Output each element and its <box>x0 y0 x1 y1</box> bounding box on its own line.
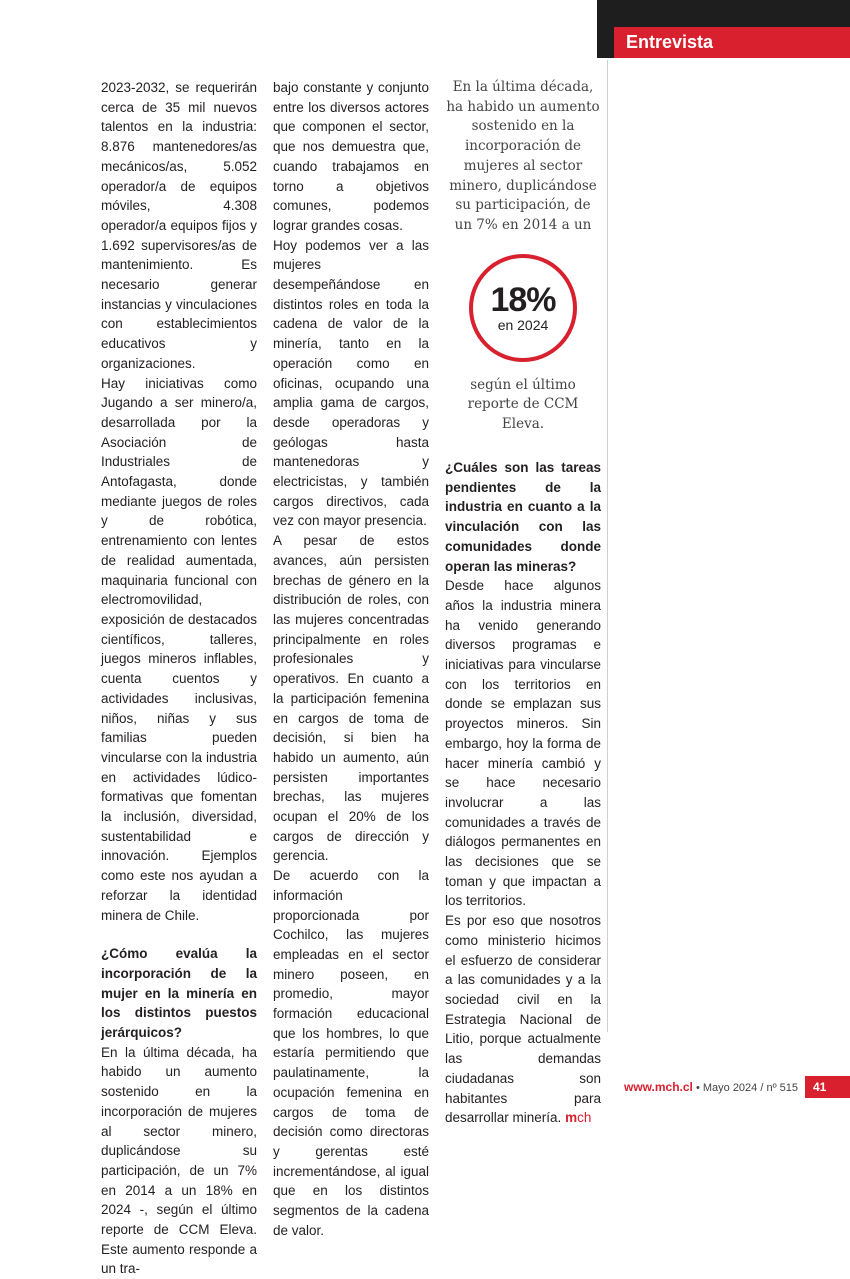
paragraph-text: Es por eso que nosotros como ministerio hicimos el esfuerzo de considerar a las comunidades y a la sociedad civil en la Estrategia Nacional de Litio, porque actualmente las demandas ciudadanas son habitantes para desarrollar minería. <box>445 913 601 1126</box>
page-footer <box>560 1076 798 1098</box>
column-divider <box>607 60 608 1032</box>
pull-quote-source: según el último reporte de CCM Eleva. <box>467 376 579 433</box>
interview-question: ¿Cuáles son las tareas pendientes de la industria en cuanto a la vinculación con las comunidades donde operan las mineras? <box>445 460 601 574</box>
page-number: 41 <box>805 1076 850 1098</box>
article-column-2 <box>273 78 429 1240</box>
end-mark-light: ch <box>577 1110 592 1126</box>
paragraph: bajo constante y conjunto entre los diversos actores que componen el sector, que nos demuestra que, cuando trabajamos en torno a objetivos comunes, podemos lograr grandes cosas. <box>273 80 429 233</box>
issue-info: • Mayo 2024 / nº 515 <box>695 1082 798 1094</box>
paragraph: Hay iniciativas como Jugando a ser minero/a, desarrollada por la Asociación de Industriales de Antofagasta, donde mediante juegos de roles y de robótica, entrenamiento con lentes de realidad aumentada, maquinaria funcional con electromovilidad, exposición de destacados científicos, talleres, juegos mineros inflables, cuenta cuentos y actividades inclusivas, niños, niñas y sus familias pueden vincularse con la industria en actividades lúdico-formativas que fomentan la inclusión, diversidad, sustentabilidad e innovación. Ejemplos como este nos ayudan a reforzar la identidad minera de Chile. <box>101 375 257 923</box>
pull-quote <box>445 78 601 435</box>
paragraph: En la última década, ha habido un aumento sostenido en la incorporación de mujeres al sector minero, duplicándose su participación, de un 7% en 2014 a un 18% en 2024 -, según el último reporte de CCM Eleva. Este aumento responde a un tra- <box>101 1044 257 1277</box>
stat-value: 18% <box>490 280 556 319</box>
site-link[interactable]: www.mch.cl <box>623 1080 693 1094</box>
interview-question: ¿Cómo evalúa la incorporación de la mujer en la minería en los distintos puestos jerárquicos? <box>101 946 257 1041</box>
article-column-1 <box>101 78 257 1279</box>
stat-badge <box>469 254 577 362</box>
article-column-3 <box>445 458 601 1128</box>
paragraph: A pesar de estos avances, aún persisten brechas de género en la distribución de roles, con las mujeres concentradas principalmente en roles profesionales y operativos. En cuanto a la participación femenina en cargos de toma de decisión, si bien ha habido un aumento, aún persisten importantes brechas, las mujeres ocupan el 20% de los cargos de dirección y gerencia. <box>273 533 429 864</box>
end-mark-bold: m <box>565 1110 578 1126</box>
paragraph: Desde hace algunos años la industria minera ha venido generando diversos programas e iniciativas para vincularse con los territorios en donde se emplazan sus proyectos mineros. Sin embargo, hoy la forma de hacer minería cambió y se hace necesario involucrar a las comunidades a través de diálogos permanentes en las decisiones que se toman y que impactan a los territorios. <box>445 578 601 909</box>
section-header <box>597 0 850 58</box>
stat-label: en 2024 <box>497 316 549 333</box>
section-label: Entrevista <box>614 27 850 58</box>
paragraph: 2023-2032, se requerirán cerca de 35 mil nuevos talentos en la industria: 8.876 mantenedores/as mecánicos/as, 5.052 operador/a de equipos móviles, 4.308 operador/a equipos fijos y 1.692 supervisores/as de mantenimiento. Es necesario generar instancias y vinculaciones con establecimientos educativos y organizaciones. <box>101 80 257 371</box>
paragraph: De acuerdo con la información proporcionada por Cochilco, las mujeres empleadas en el sector minero poseen, en promedio, mayor formación educacional que los hombres, lo que estaría permitiendo que paulatinamente, la ocupación femenina en cargos de toma de decisión como directoras y gerentas esté incrementándose, al igual que en los distintos segmentos de la cadena de valor. <box>273 868 429 1238</box>
pull-quote-text: En la última década, ha habido un aumento sostenido en la incorporación de mujeres al sector minero, duplicándose su participación, de un 7% en 2014 a un <box>446 79 600 233</box>
paragraph: Hoy podemos ver a las mujeres desempeñándose en distintos roles en toda la cadena de valor de la minería, tanto en la operación como en oficinas, ocupando una amplia gama de cargos, desde operadoras y geólogas hasta mantenedoras y electricistas, y también cargos directivos, cada vez con mayor presencia. <box>273 237 429 529</box>
end-mark-logo <box>565 1110 591 1125</box>
